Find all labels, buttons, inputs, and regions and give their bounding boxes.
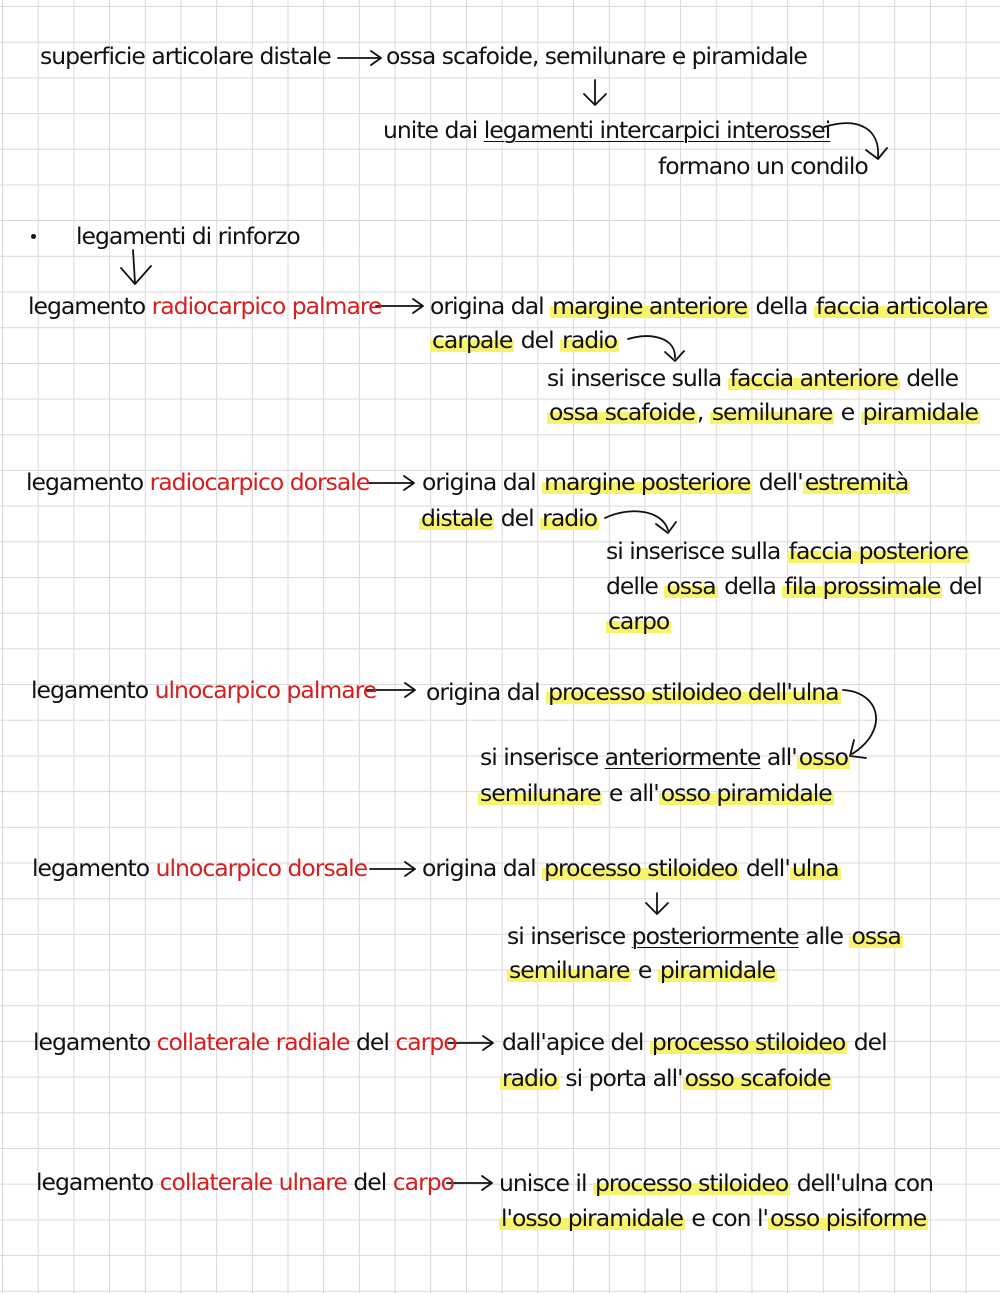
text: si inserisce [480, 743, 605, 771]
label-prefix: legamento [28, 292, 152, 320]
text: della [717, 572, 783, 600]
highlight-text: faccia anteriore [729, 364, 898, 392]
text: origina dal [422, 854, 543, 882]
highlight-text: osso piramidale [660, 779, 832, 807]
highlight-text: faccia posteriore [788, 537, 969, 565]
united-by-line [383, 116, 830, 144]
text: e con l' [684, 1204, 768, 1232]
highlight-text: osso scafoide [684, 1064, 831, 1092]
uc-dorsal-line-2 [507, 922, 903, 950]
uc-dorsal-line-3 [507, 956, 777, 984]
coll-ulnar-line-1 [499, 1169, 933, 1197]
text: origina dal [430, 292, 551, 320]
highlight-text: piramidale [862, 398, 978, 426]
highlight-text: fila prossimale [784, 572, 941, 600]
label-prefix: legamento [31, 676, 155, 704]
text: si inserisce [507, 922, 632, 950]
text: si inserisce sulla [606, 537, 787, 565]
label-prefix: legamento [32, 854, 156, 882]
curved-arrow-icon [605, 511, 676, 533]
text: si porta all' [558, 1064, 683, 1092]
text: alle [798, 922, 850, 950]
right-arrow-icon [369, 476, 414, 490]
highlight-text: faccia articolare [815, 292, 988, 320]
label-name: collaterale ulnare [159, 1168, 347, 1196]
right-arrow-icon [370, 862, 415, 876]
rc-dorsal-line-1 [422, 468, 910, 496]
text: all' [760, 743, 797, 771]
highlight-text: l'osso piramidale [501, 1204, 683, 1232]
coll-ulnar-line-2 [499, 1204, 928, 1232]
highlight-text: carpo [608, 607, 670, 635]
ligament-rc-palmar-label [28, 292, 381, 320]
rc-dorsal-line-5 [606, 607, 671, 635]
rc-dorsal-line-3 [606, 537, 970, 565]
highlight-text: semilunare [480, 779, 601, 807]
text: origina dal [426, 678, 547, 706]
highlight-text: ulna [791, 854, 839, 882]
right-arrow-icon [376, 299, 423, 313]
reinforcement-title: legamenti di rinforzo [76, 222, 300, 250]
rc-dorsal-line-4 [606, 572, 982, 600]
highlight-text: radio [542, 504, 598, 532]
united-prefix: unite dai [383, 116, 484, 144]
underlined-text: posteriormente [631, 922, 799, 950]
highlight-text: processo stiloideo [594, 1169, 789, 1197]
text: si inserisce sulla [547, 364, 728, 392]
curved-arrow-icon [628, 336, 684, 361]
label-prefix: legamento [36, 1168, 160, 1196]
label-prefix: legamento [26, 468, 150, 496]
condyle-text: formano un condilo [658, 152, 868, 180]
label-mid: del [349, 1028, 396, 1056]
label-end: carpo [392, 1168, 455, 1196]
label-name: radiocarpico dorsale [149, 468, 370, 496]
ligament-coll-ulnar-label [36, 1168, 454, 1196]
text: , [696, 398, 710, 426]
coll-radial-line-1 [502, 1028, 887, 1056]
down-arrow-icon [121, 250, 151, 284]
text: dell' [752, 468, 803, 496]
rc-palmar-line-4 [547, 398, 980, 426]
ligament-uc-palmar-label [31, 676, 376, 704]
highlight-text: ossa scafoide [549, 398, 695, 426]
text: origina dal [422, 468, 543, 496]
highlight-text: distale [421, 504, 493, 532]
highlight-text: semilunare [509, 956, 630, 984]
label-name: radiocarpico palmare [151, 292, 382, 320]
coll-radial-line-2 [500, 1064, 832, 1092]
interosseous-ligaments-text: legamenti intercarpici interossei [483, 116, 831, 144]
highlight-text: radio [562, 326, 618, 354]
down-arrow-icon [646, 893, 668, 914]
rc-palmar-line-1 [430, 292, 989, 320]
text: del [494, 504, 541, 532]
text: della [749, 292, 814, 320]
text: dall'apice del [502, 1028, 650, 1056]
carpal-bones-text: ossa scafoide, semilunare e piramidale [386, 42, 807, 70]
text: e [834, 398, 861, 426]
text: del [514, 326, 561, 354]
highlight-text: margine anteriore [552, 292, 748, 320]
distal-surface-label: superficie articolare distale [40, 42, 331, 70]
down-arrow-icon [584, 80, 606, 105]
uc-palmar-line-1 [426, 678, 841, 706]
right-arrow-icon [338, 51, 381, 65]
highlight-text: processo stiloideo dell'ulna [548, 678, 839, 706]
label-prefix: legamento [33, 1028, 157, 1056]
text: unisce il [499, 1169, 593, 1197]
highlight-text: ossa [851, 922, 901, 950]
highlight-text: osso pisiforme [770, 1204, 927, 1232]
bullet-dot-icon [31, 234, 36, 239]
label-end: carpo [395, 1028, 457, 1056]
highlight-text: piramidale [659, 956, 776, 984]
text: e [631, 956, 658, 984]
highlight-text: processo stiloideo [651, 1028, 846, 1056]
label-name: ulnocarpico palmare [154, 676, 377, 704]
ligament-rc-dorsal-label [26, 468, 369, 496]
highlight-text: radio [502, 1064, 557, 1092]
ligament-coll-radial-label [33, 1028, 457, 1056]
label-name: collaterale radiale [156, 1028, 350, 1056]
text: e all' [602, 779, 659, 807]
uc-palmar-line-3 [478, 779, 834, 807]
rc-palmar-line-3 [547, 364, 958, 392]
rc-palmar-line-2 [430, 326, 619, 354]
rc-dorsal-line-2 [419, 504, 599, 532]
text: del [847, 1028, 887, 1056]
highlight-text: osso [798, 743, 848, 771]
highlight-text: semilunare [711, 398, 833, 426]
highlight-text: estremità [804, 468, 909, 496]
uc-palmar-line-2 [480, 743, 850, 771]
label-mid: del [346, 1168, 393, 1196]
text: dell' [739, 854, 790, 882]
highlight-text: processo stiloideo [544, 854, 738, 882]
highlight-text: carpale [432, 326, 513, 354]
uc-dorsal-line-1 [422, 854, 841, 882]
label-name: ulnocarpico dorsale [155, 854, 368, 882]
highlight-text: ossa [666, 572, 716, 600]
text: dell'ulna con [790, 1169, 934, 1197]
text: del [942, 572, 982, 600]
text: delle [606, 572, 665, 600]
text: delle [899, 364, 959, 392]
ligament-uc-dorsal-label [32, 854, 367, 882]
highlight-text: margine posteriore [544, 468, 751, 496]
underlined-text: anteriormente [604, 743, 761, 771]
